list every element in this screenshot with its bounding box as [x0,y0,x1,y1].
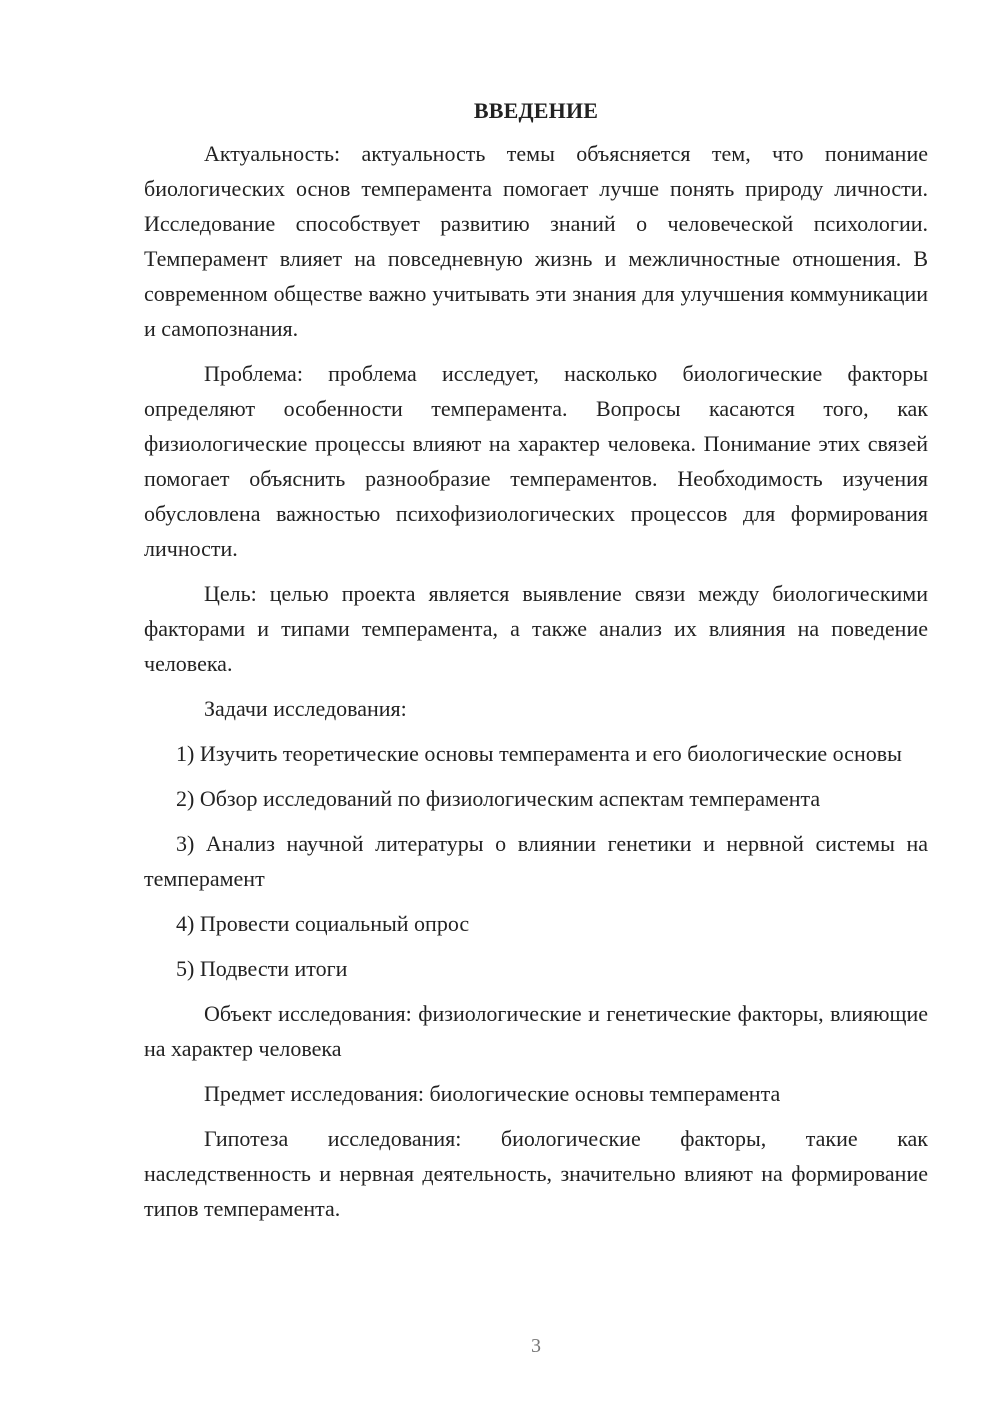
task-item-1: 1) Изучить теоретические основы темперамента и его биологические основы [176,741,902,766]
paragraph-tasks-heading: Задачи исследования: [204,696,407,721]
paragraph-subject: Предмет исследования: биологические основы темперамента [204,1081,781,1106]
paragraph-hypothesis: Гипотеза исследования: биологические факторы, такие как наследственность и нервная деятельность, значительно влияют на формирование типов темперамента. [144,1126,928,1221]
task-item-3: 3) Анализ научной литературы о влиянии генетики и нервной системы на темперамент [144,831,928,891]
paragraph-object: Объект исследования: физиологические и генетические факторы, влияющие на характер человека [144,1001,928,1061]
document-body [144,94,928,1236]
page-number: 3 [531,1335,541,1357]
task-item-4: 4) Провести социальный опрос [176,911,470,936]
task-item-2: 2) Обзор исследований по физиологическим аспектам темперамента [176,786,821,811]
paragraph-problem: Проблема: проблема исследует, насколько биологические факторы определяют особенности темперамента. Вопросы касаются того, как физиологические процессы влияют на характер человека. Понимание этих связей помогает объяснить разнообразие темпераментов. Необходимость изучения обусловлена важностью психофизиологических процессов для формирования личности. [144,361,928,561]
paragraph-relevance: Актуальность: актуальность темы объясняется тем, что понимание биологических основ темперамента помогает лучше понять природу личности. Исследование способствует развитию знаний о человеческой психологии. Темперамент влияет на повседневную жизнь и межличностные отношения. В современном обществе важно учитывать эти знания для улучшения коммуникации и самопознания. [144,141,928,341]
task-item-5: 5) Подвести итоги [176,956,348,981]
paragraph-goal: Цель: целью проекта является выявление связи между биологическими факторами и типами темперамента, а также анализ их влияния на поведение человека. [144,581,928,676]
section-title: ВВЕДЕНИЕ [473,98,599,123]
